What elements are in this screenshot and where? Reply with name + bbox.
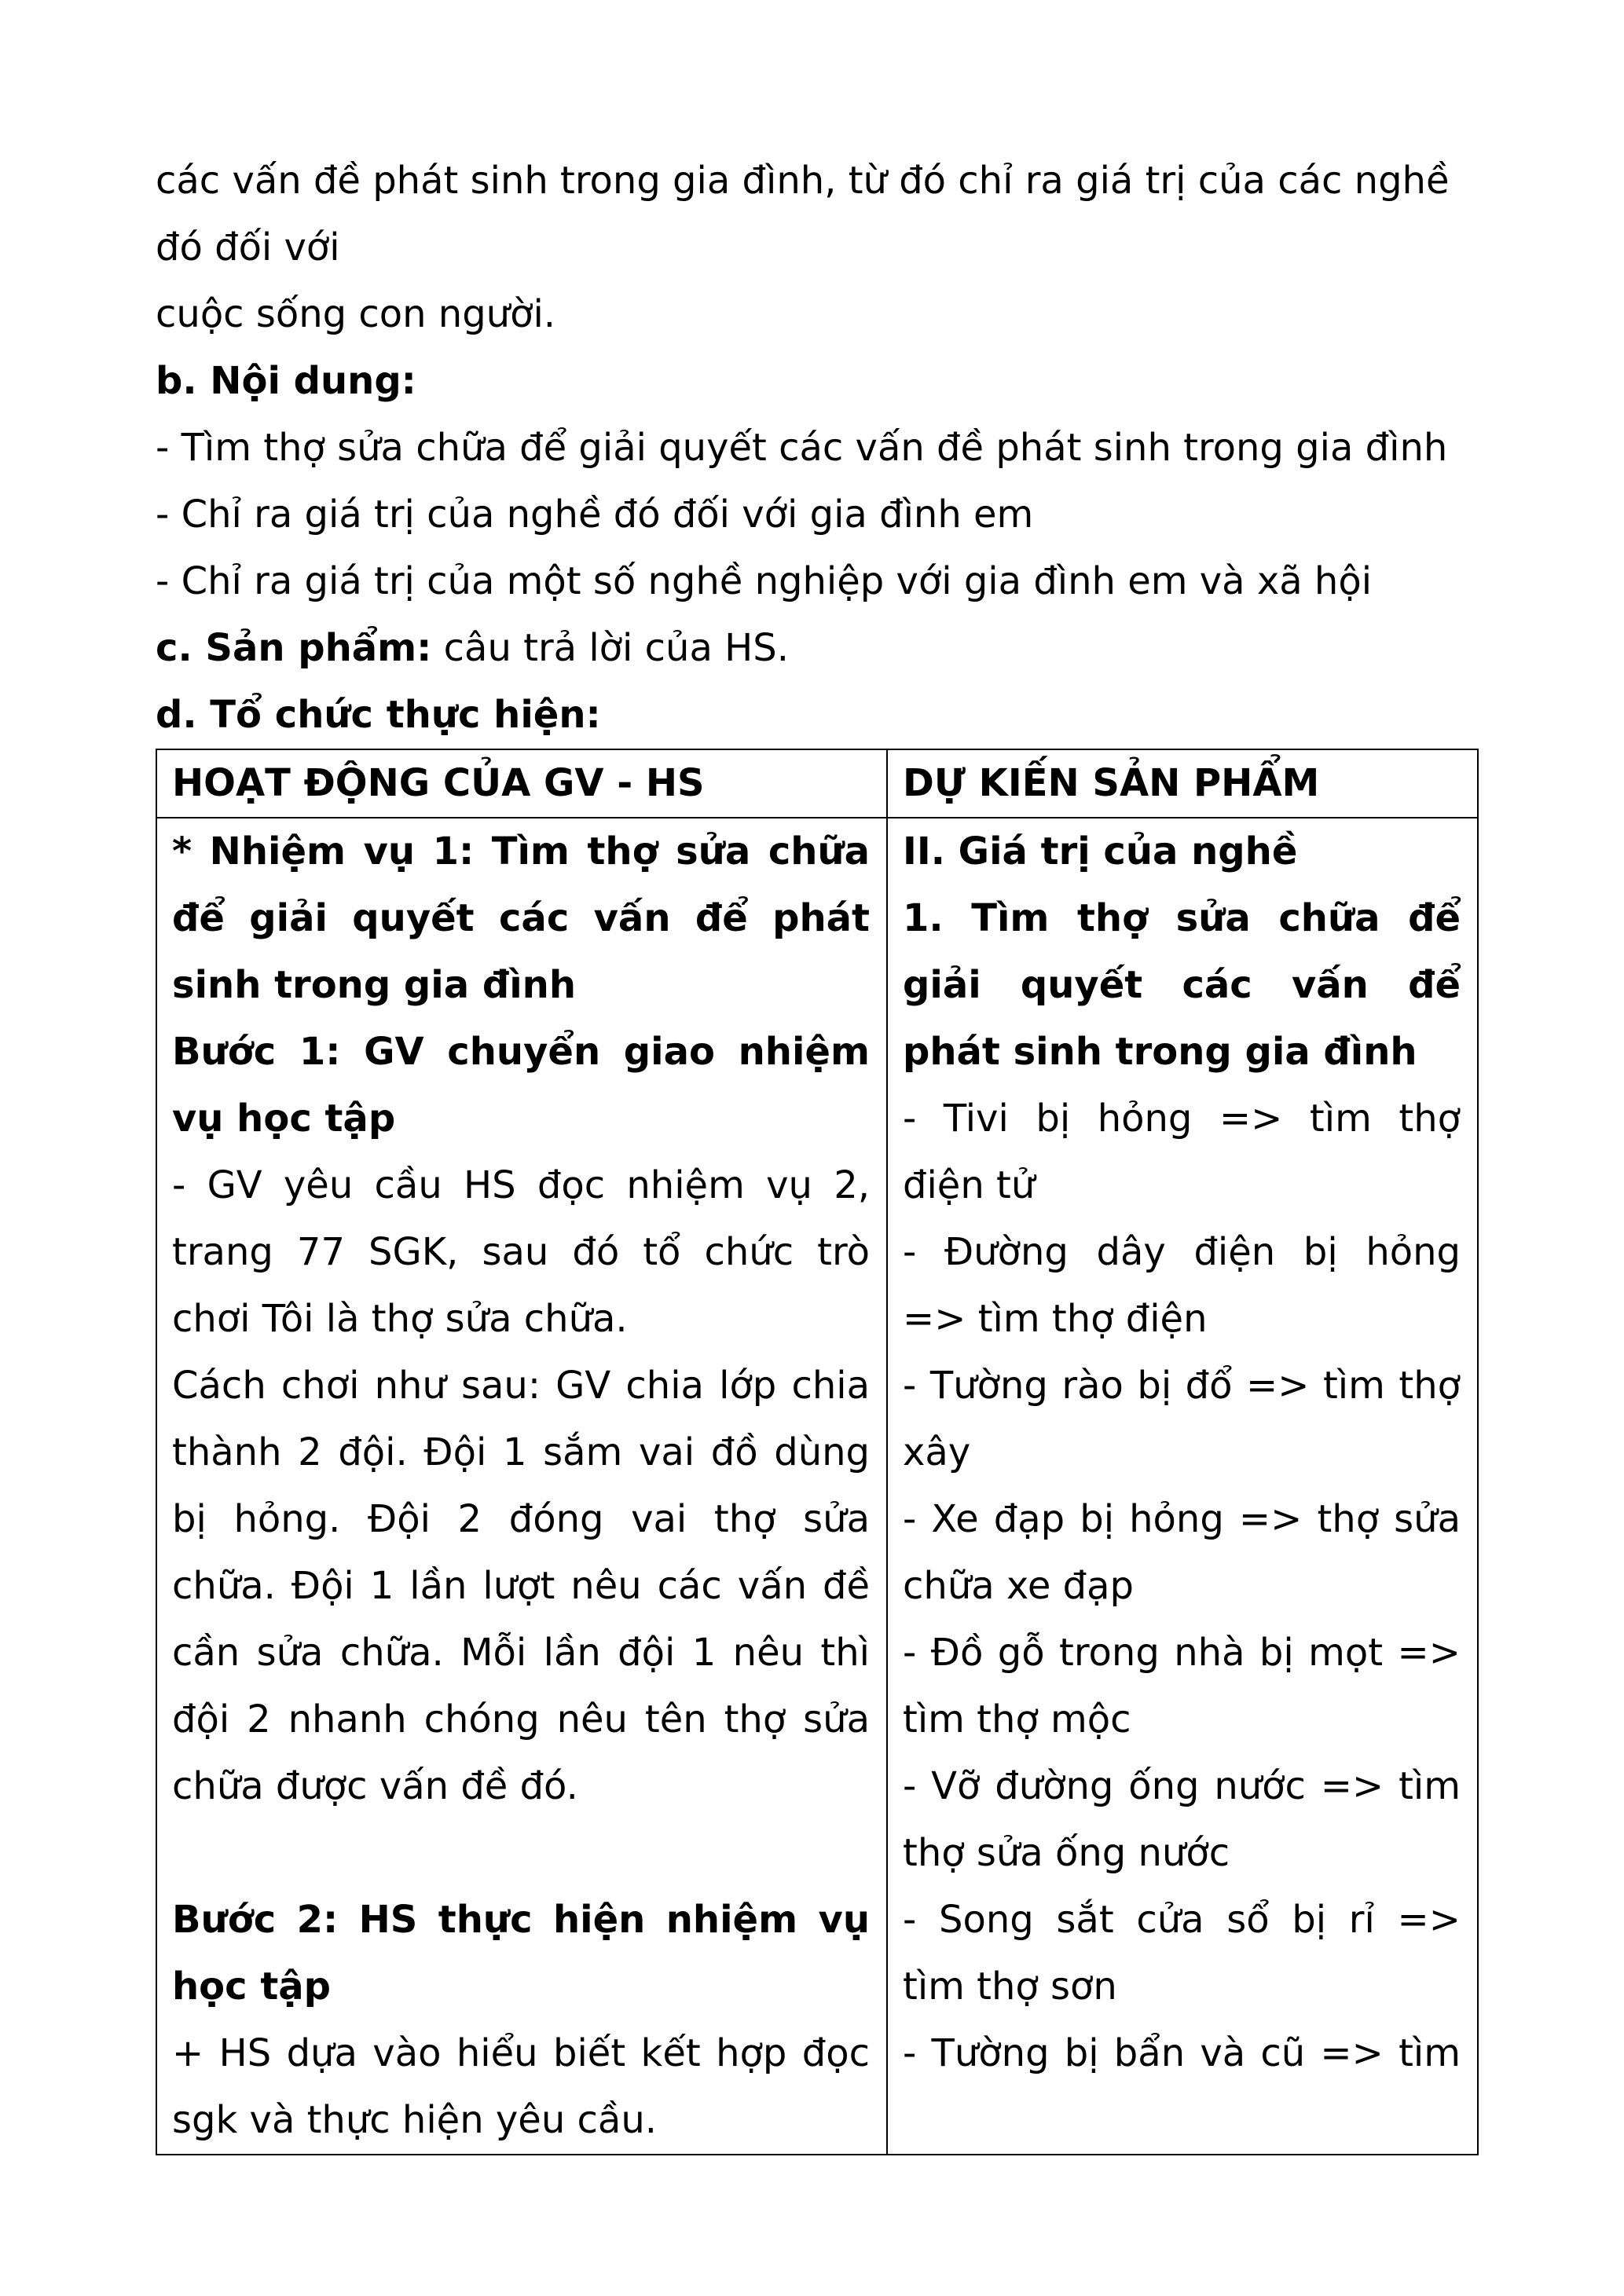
product-text: câu trả lời của HS. — [431, 626, 789, 670]
rules-line: thành 2 đội. Đội 1 sắm vai đồ dùng — [172, 1430, 870, 1474]
content-item: - Chỉ ra giá trị của nghề đó đối với gia đình em — [156, 493, 1034, 536]
do-line: sgk và thực hiện yêu cầu. — [172, 2098, 657, 2142]
subsection-line: phát sinh trong gia đình — [903, 1030, 1417, 1074]
table-header-row — [156, 749, 1478, 818]
organize-heading: d. Tổ chức thực hiện: — [156, 693, 601, 737]
header-product: DỰ KIẾN SẢN PHẨM — [887, 749, 1478, 818]
intro-line-3: cuộc sống con người. — [156, 292, 556, 336]
rules-line: bị hỏng. Đội 2 đóng vai thợ sửa — [172, 1497, 870, 1541]
answer-line: điện tử — [903, 1163, 1036, 1207]
task1-line: sinh trong gia đình — [172, 963, 576, 1007]
blank-line — [172, 1820, 870, 1887]
rules-line: chữa được vấn đề đó. — [172, 1764, 578, 1808]
step1-line: Bước 1: GV chuyển giao nhiệm — [172, 1030, 870, 1074]
rules-line: Cách chơi như sau: GV chia lớp chia — [172, 1364, 870, 1408]
step2-line: học tập — [172, 1965, 332, 2009]
document-page — [156, 148, 1476, 2155]
header-activity: HOẠT ĐỘNG CỦA GV - HS — [156, 749, 887, 818]
answer-line: - Tường bị bẩn và cũ => tìm — [903, 2031, 1461, 2075]
answer-line: thợ sửa ống nước — [903, 1831, 1230, 1875]
desc-line: - GV yêu cầu HS đọc nhiệm vụ 2, — [172, 1163, 870, 1207]
answer-line: - Vỡ đường ống nước => tìm — [903, 1764, 1461, 1808]
answer-line: - Tường rào bị đổ => tìm thợ — [903, 1364, 1461, 1408]
do-line: + HS dựa vào hiểu biết kết hợp đọc — [172, 2031, 870, 2075]
answer-line: - Đường dây điện bị hỏng — [903, 1230, 1461, 1274]
intro-line-2: đó đối với — [156, 225, 340, 269]
table-row — [156, 818, 1478, 2155]
answer-line: tìm thợ mộc — [903, 1697, 1131, 1741]
rules-line: cần sửa chữa. Mỗi lần đội 1 nêu thì — [172, 1631, 870, 1675]
content-heading: b. Nội dung: — [156, 359, 416, 403]
answer-line: - Xe đạp bị hỏng => thợ sửa — [903, 1497, 1461, 1541]
answer-line: => tìm thợ điện — [903, 1297, 1208, 1341]
subsection-line: giải quyết các vấn để — [903, 963, 1461, 1007]
step2-line: Bước 2: HS thực hiện nhiệm vụ — [172, 1898, 870, 1942]
product-cell — [887, 818, 1478, 2155]
content-item: - Tìm thợ sửa chữa để giải quyết các vấn đề phát sinh trong gia đình — [156, 426, 1448, 470]
activity-table — [156, 749, 1479, 2155]
rules-line: đội 2 nhanh chóng nêu tên thợ sửa — [172, 1697, 870, 1741]
answer-line: - Tivi bị hỏng => tìm thợ — [903, 1097, 1461, 1141]
answer-line: xây — [903, 1430, 971, 1474]
rules-line: chữa. Đội 1 lần lượt nêu các vấn đề — [172, 1564, 870, 1608]
answer-line: tìm thợ sơn — [903, 1965, 1117, 2009]
content-item: - Chỉ ra giá trị của một số nghề nghiệp với gia đình em và xã hội — [156, 559, 1373, 603]
section-title: II. Giá trị của nghề — [903, 829, 1298, 873]
answer-line: - Song sắt cửa sổ bị rỉ => — [903, 1898, 1461, 1942]
subsection-line: 1. Tìm thợ sửa chữa để — [903, 896, 1461, 940]
task1-line: * Nhiệm vụ 1: Tìm thợ sửa chữa — [172, 829, 870, 873]
step1-line: vụ học tập — [172, 1097, 396, 1141]
answer-line: - Đồ gỗ trong nhà bị mọt => — [903, 1631, 1461, 1675]
task1-line: để giải quyết các vấn để phát — [172, 896, 870, 940]
activity-cell — [156, 818, 887, 2155]
desc-line: chơi Tôi là thợ sửa chữa. — [172, 1297, 628, 1341]
desc-line: trang 77 SGK, sau đó tổ chức trò — [172, 1230, 870, 1274]
product-line — [156, 615, 1476, 682]
product-label: c. Sản phẩm: — [156, 626, 432, 670]
intro-line-1: các vấn đề phát sinh trong gia đình, từ đó chỉ ra giá trị của các nghề — [156, 159, 1450, 203]
answer-line: chữa xe đạp — [903, 1564, 1134, 1608]
